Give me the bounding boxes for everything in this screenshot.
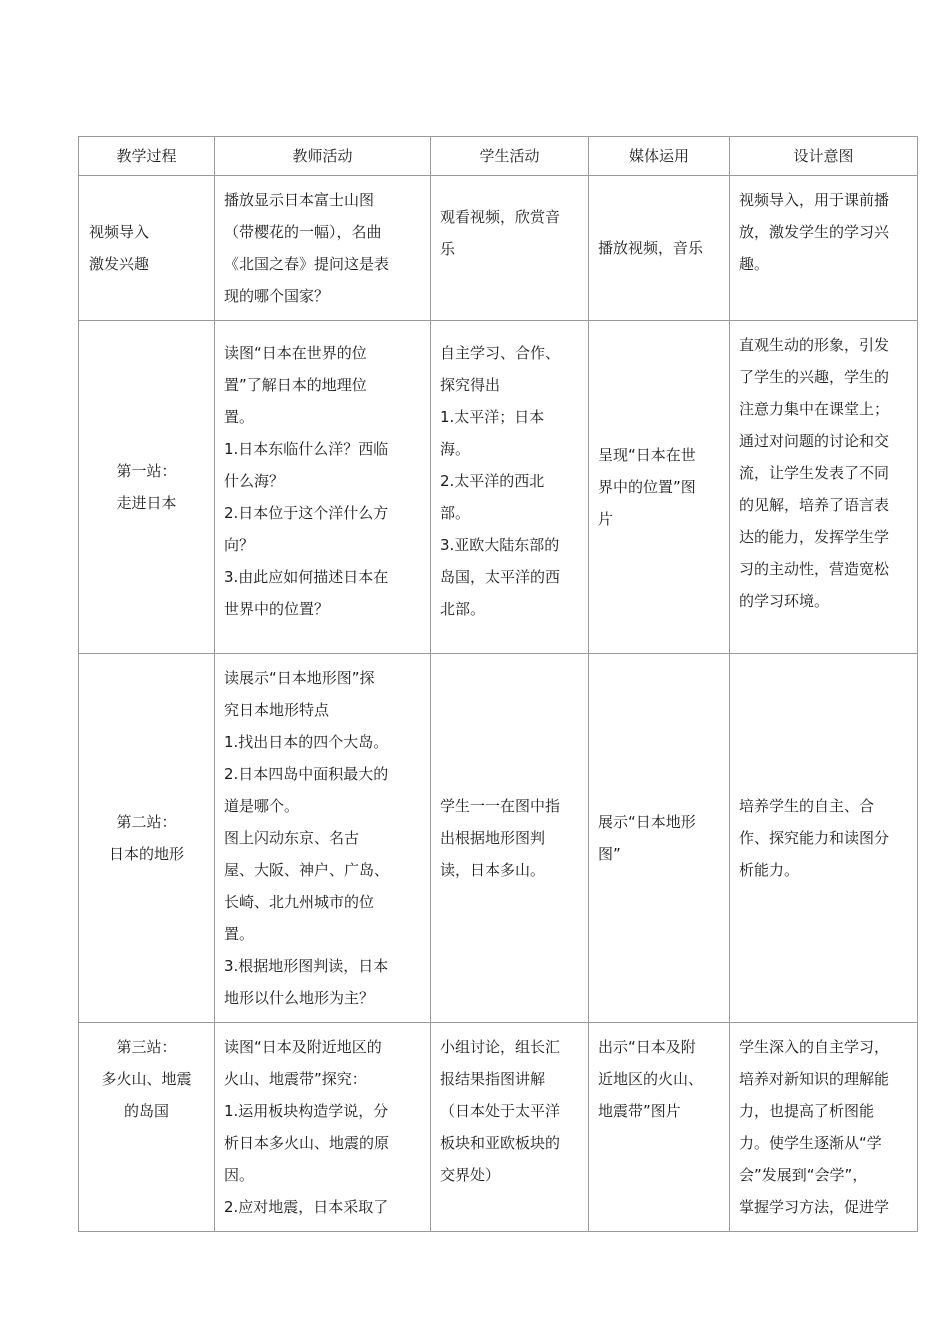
text-line: 习的主动性，营造宽松 <box>739 560 890 578</box>
text-line: 激发兴趣 <box>89 255 150 273</box>
text-line: 力，也提高了析图能 <box>739 1102 875 1120</box>
text-line: 第二站： <box>116 813 177 831</box>
text-line: 《北国之春》提问这是表 <box>224 255 390 273</box>
text-line: 视频导入，用于课前播 <box>739 191 890 209</box>
table-row <box>79 176 918 321</box>
lesson-plan-table <box>78 136 918 1232</box>
text-line: 向？ <box>224 536 255 554</box>
media-cell <box>589 321 730 654</box>
text-line: 交界处） <box>440 1166 501 1184</box>
text-line: 地形以什么地形为主？ <box>224 989 375 1007</box>
text-line: （带樱花的一幅），名曲 <box>224 223 382 241</box>
text-line: 展示“日本地形 <box>598 813 696 831</box>
student-cell <box>431 1023 589 1232</box>
media-cell <box>589 1023 730 1232</box>
stage-cell <box>79 321 215 654</box>
text-line: 出示“日本及附 <box>598 1038 696 1056</box>
text-line: 呈现“日本在世 <box>598 446 696 464</box>
text-line: 图上闪动东京、名古 <box>224 829 360 847</box>
text-line: 走进日本 <box>116 494 177 512</box>
stage-cell <box>79 176 215 321</box>
teacher-cell <box>215 654 431 1023</box>
text-line: 图” <box>598 845 621 863</box>
text-line: 乐 <box>440 240 456 258</box>
text-line: 探究得出 <box>440 376 501 394</box>
text-line: 近地区的火山、 <box>598 1070 704 1088</box>
text-line: 放，激发学生的学习兴 <box>739 223 890 241</box>
table-row <box>79 654 918 1023</box>
text-line: 什么海？ <box>224 472 285 490</box>
intent-cell <box>730 321 918 654</box>
text-line: 因。 <box>224 1166 255 1184</box>
header-media: 媒体运用 <box>589 137 730 176</box>
student-cell <box>431 654 589 1023</box>
table-row <box>79 321 918 654</box>
text-line: 自主学习、合作、 <box>440 344 561 362</box>
text-line: 达的能力，发挥学生学 <box>739 528 890 546</box>
text-line: 报结果指图讲解 <box>440 1070 546 1088</box>
text-line: 读展示“日本地形图”探 <box>224 669 375 687</box>
student-cell <box>431 176 589 321</box>
text-line: 直观生动的形象，引发 <box>739 336 890 354</box>
text-line: （日本处于太平洋 <box>440 1102 561 1120</box>
text-line: 2.日本位于这个洋什么方 <box>224 504 389 522</box>
text-line: 长崎、北九州城市的位 <box>224 893 375 911</box>
intent-cell <box>730 176 918 321</box>
stage-cell <box>79 1023 215 1232</box>
text-line: 2.应对地震，日本采取了 <box>224 1198 389 1216</box>
text-line: 第一站： <box>116 462 177 480</box>
text-line: 会”发展到“会学”， <box>739 1166 868 1184</box>
text-line: 片 <box>598 510 614 528</box>
text-line: 培养学生的自主、合 <box>739 797 875 815</box>
media-cell <box>589 654 730 1023</box>
text-line: 1.找出日本的四个大岛。 <box>224 733 389 751</box>
text-line: 世界中的位置？ <box>224 600 330 618</box>
student-cell <box>431 321 589 654</box>
text-line: 3.根据地形图判读，日本 <box>224 957 389 975</box>
text-line: 多火山、地震 <box>101 1070 192 1088</box>
text-line: 播放视频，音乐 <box>598 239 704 257</box>
text-line: 道是哪个。 <box>224 797 300 815</box>
text-line: 的岛国 <box>123 1102 169 1120</box>
stage-cell <box>79 654 215 1023</box>
text-line: 通过对问题的讨论和交 <box>739 432 890 450</box>
text-line: 3.亚欧大陆东部的 <box>440 536 560 554</box>
header-intent: 设计意图 <box>730 137 918 176</box>
text-line: 2.日本四岛中面积最大的 <box>224 765 389 783</box>
header-row <box>79 137 918 176</box>
media-cell <box>589 176 730 321</box>
text-line: 日本的地形 <box>108 845 184 863</box>
text-line: 置。 <box>224 925 255 943</box>
text-line: 读图“日本及附近地区的 <box>224 1038 382 1056</box>
text-line: 出根据地形图判 <box>440 829 546 847</box>
text-line: 界中的位置”图 <box>598 478 696 496</box>
text-line: 播放显示日本富士山图 <box>224 191 375 209</box>
text-line: 析日本多火山、地震的原 <box>224 1134 390 1152</box>
text-line: 1.日本东临什么洋？西临 <box>224 440 389 458</box>
teacher-cell <box>215 176 431 321</box>
text-line: 火山、地震带”探究： <box>224 1070 367 1088</box>
text-line: 趣。 <box>739 255 770 273</box>
text-line: 海。 <box>440 440 471 458</box>
text-line: 读图“日本在世界的位 <box>224 344 367 362</box>
text-line: 地震带”图片 <box>598 1102 681 1120</box>
text-line: 岛国，太平洋的西 <box>440 568 561 586</box>
text-line: 读，日本多山。 <box>440 861 546 879</box>
text-line: 板块和亚欧板块的 <box>440 1134 561 1152</box>
text-line: 第三站： <box>116 1038 177 1056</box>
text-line: 置”了解日本的地理位 <box>224 376 367 394</box>
text-line: 作、探究能力和读图分 <box>739 829 890 847</box>
table-row <box>79 1023 918 1232</box>
text-line: 究日本地形特点 <box>224 701 330 719</box>
text-line: 1.太平洋；日本 <box>440 408 545 426</box>
text-line: 掌握学习方法，促进学 <box>739 1198 890 1216</box>
text-line: 力。使学生逐渐从“学 <box>739 1134 882 1152</box>
text-line: 析能力。 <box>739 861 800 879</box>
text-line: 3.由此应如何描述日本在 <box>224 568 389 586</box>
text-line: 流，让学生发表了不同 <box>739 464 890 482</box>
header-teacher: 教师活动 <box>215 137 431 176</box>
text-line: 的见解，培养了语言表 <box>739 496 890 514</box>
text-line: 培养对新知识的理解能 <box>739 1070 890 1088</box>
text-line: 屋、大阪、神户、广岛、 <box>224 861 390 879</box>
text-line: 注意力集中在课堂上； <box>739 400 890 418</box>
text-line: 2.太平洋的西北 <box>440 472 545 490</box>
text-line: 北部。 <box>440 600 486 618</box>
text-line: 视频导入 <box>89 223 150 241</box>
text-line: 小组讨论，组长汇 <box>440 1038 561 1056</box>
teacher-cell <box>215 321 431 654</box>
header-student: 学生活动 <box>431 137 589 176</box>
text-line: 部。 <box>440 504 471 522</box>
text-line: 现的哪个国家？ <box>224 287 330 305</box>
text-line: 1.运用板块构造学说，分 <box>224 1102 389 1120</box>
teacher-cell <box>215 1023 431 1232</box>
intent-cell <box>730 654 918 1023</box>
text-line: 观看视频，欣赏音 <box>440 208 561 226</box>
intent-cell <box>730 1023 918 1232</box>
header-stage: 教学过程 <box>79 137 215 176</box>
text-line: 学生一一在图中指 <box>440 797 561 815</box>
text-line: 了学生的兴趣，学生的 <box>739 368 890 386</box>
text-line: 学生深入的自主学习， <box>739 1038 890 1056</box>
text-line: 置。 <box>224 408 255 426</box>
text-line: 的学习环境。 <box>739 592 830 610</box>
